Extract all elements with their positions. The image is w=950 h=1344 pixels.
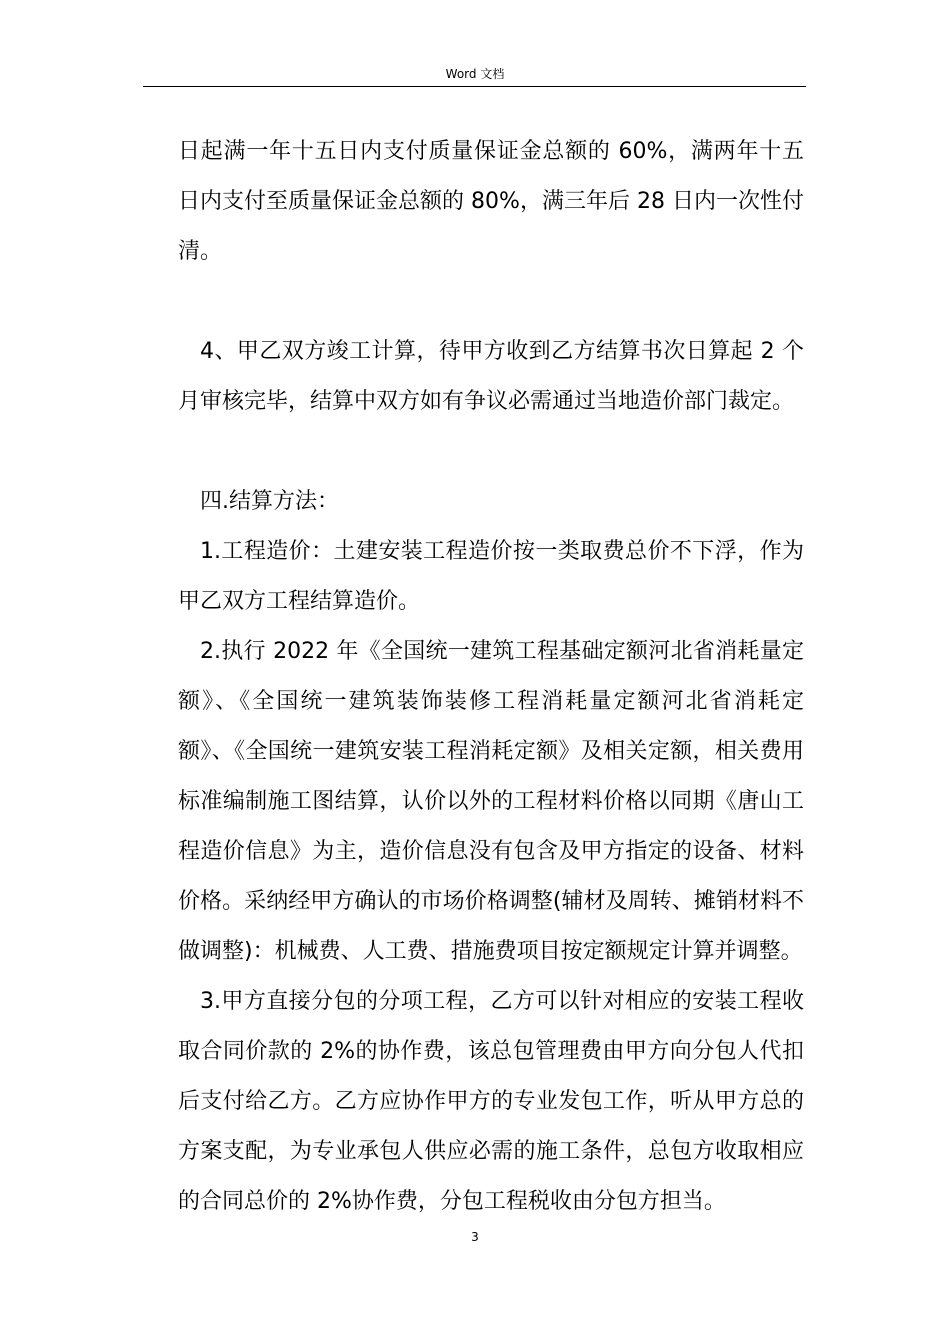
paragraph-continued: 日起满一年十五日内支付质量保证金总额的 60%，满两年十五日内支付至质量保证金总额的 80%，满三年后 28 日内一次性付清。 — [178, 139, 804, 264]
paragraph-item-3: 3.甲方直接分包的分项工程，乙方可以针对相应的安装工程收取合同价款的 2%的协作费，该总包管理费由甲方向分包人代扣后支付给乙方。乙方应协作甲方的专业发包工作，听从甲方总的方案支配，为专业承包人供应必需的施工条件，总包方收取相应的合同总价的 2%协作费，分包工程税收由分包方担当。 — [178, 989, 804, 1214]
page-number: 3 — [471, 1230, 479, 1244]
paragraph-item-1: 1.工程造价：土建安装工程造价按一类取费总价不下浮，作为甲乙双方工程结算造价。 — [178, 539, 804, 614]
document-body — [178, 127, 804, 1227]
paragraph-item-4: 4、甲乙双方竣工计算，待甲方收到乙方结算书次日算起 2 个月审核完毕，结算中双方如有争议必需通过当地造价部门裁定。 — [178, 339, 804, 414]
paragraph-gap — [178, 427, 804, 477]
section-heading: 四.结算方法： — [200, 489, 339, 514]
page-header: Word 文档 — [445, 67, 505, 81]
paragraph-gap — [178, 277, 804, 327]
header-rule — [143, 86, 806, 87]
paragraph-item-2: 2.执行 2022 年《全国统一建筑工程基础定额河北省消耗量定额》、《全国统一建筑装饰装修工程消耗量定额河北省消耗定额》、《全国统一建筑安装工程消耗定额》及相关定额，相关费用标准编制施工图结算，认价以外的工程材料价格以同期《唐山工程造价信息》为主，造价信息没有包含及甲方指定的设备、材料价格。采纳经甲方确认的市场价格调整(辅材及周转、摊销材料不做调整)：机械费、人工费、措施费项目按定额规定计算并调整。 — [178, 639, 804, 964]
